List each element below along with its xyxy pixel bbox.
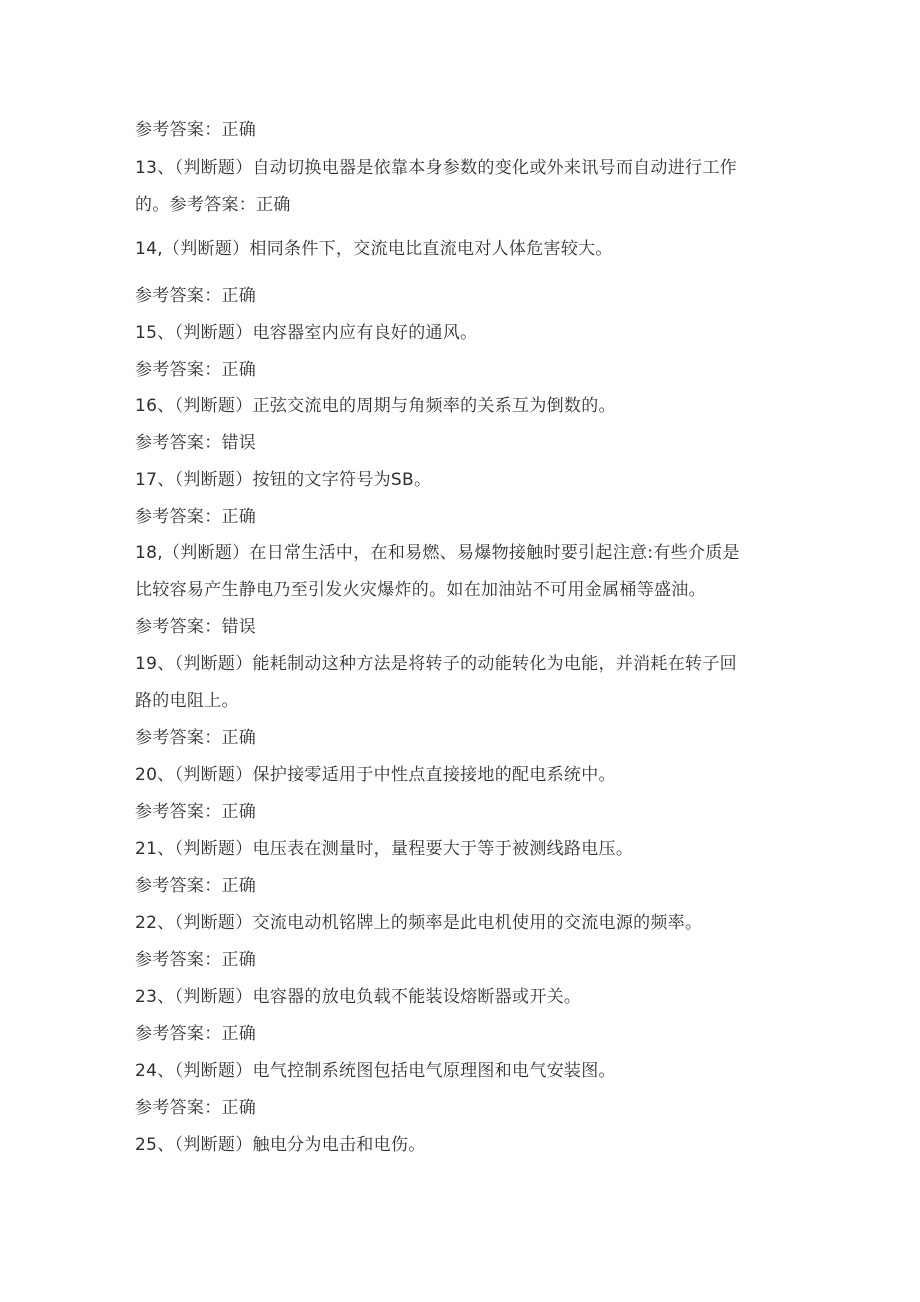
- answer-line: 参考答案：正确: [135, 1098, 257, 1118]
- question-20: 20、（判断题）保护接零适用于中性点直接接地的配电系统中。: [135, 765, 616, 785]
- question-17: 17、（判断题）按钮的文字符号为SB。: [135, 470, 432, 490]
- question-15: 15、（判断题）电容器室内应有良好的通风。: [135, 323, 478, 343]
- question-19-line-2: 路的电阻上。: [135, 691, 239, 711]
- answer-line: 参考答案：正确: [135, 360, 257, 380]
- question-25: 25、（判断题）触电分为电击和电伤。: [135, 1135, 426, 1155]
- answer-line: 参考答案：正确: [135, 286, 257, 306]
- answer-line: 参考答案：正确: [135, 120, 257, 140]
- answer-line: 参考答案：正确: [135, 1024, 257, 1044]
- answer-line: 参考答案：正确: [135, 876, 257, 896]
- answer-line: 参考答案：错误: [135, 617, 257, 637]
- question-18-line-1: 18,（判断题）在日常生活中，在和易燃、易爆物接触时要引起注意:有些介质是: [135, 543, 740, 563]
- question-14: 14,（判断题）相同条件下，交流电比直流电对人体危害较大。: [135, 239, 613, 259]
- question-16: 16、（判断题）正弦交流电的周期与角频率的关系互为倒数的。: [135, 396, 616, 416]
- answer-line: 参考答案：错误: [135, 433, 257, 453]
- question-19-line-1: 19、（判断题）能耗制动这种方法是将转子的动能转化为电能，并消耗在转子回: [135, 654, 737, 674]
- question-23: 23、（判断题）电容器的放电负载不能装设熔断器或开关。: [135, 987, 582, 1007]
- answer-line: 参考答案：正确: [135, 507, 257, 527]
- question-13-line-2: 的。参考答案：正确: [135, 195, 291, 215]
- question-24: 24、（判断题）电气控制系统图包括电气原理图和电气安装图。: [135, 1061, 616, 1081]
- answer-line: 参考答案：正确: [135, 802, 257, 822]
- question-22: 22、（判断题）交流电动机铭牌上的频率是此电机使用的交流电源的频率。: [135, 913, 703, 933]
- answer-line: 参考答案：正确: [135, 950, 257, 970]
- answer-line: 参考答案：正确: [135, 728, 257, 748]
- question-13-line-1: 13、（判断题）自动切换电器是依靠本身参数的变化或外来讯号而自动进行工作: [135, 158, 737, 178]
- question-18-line-2: 比较容易产生静电乃至引发火灾爆炸的。如在加油站不可用金属桶等盛油。: [135, 580, 706, 600]
- question-21: 21、（判断题）电压表在测量时，量程要大于等于被测线路电压。: [135, 839, 634, 859]
